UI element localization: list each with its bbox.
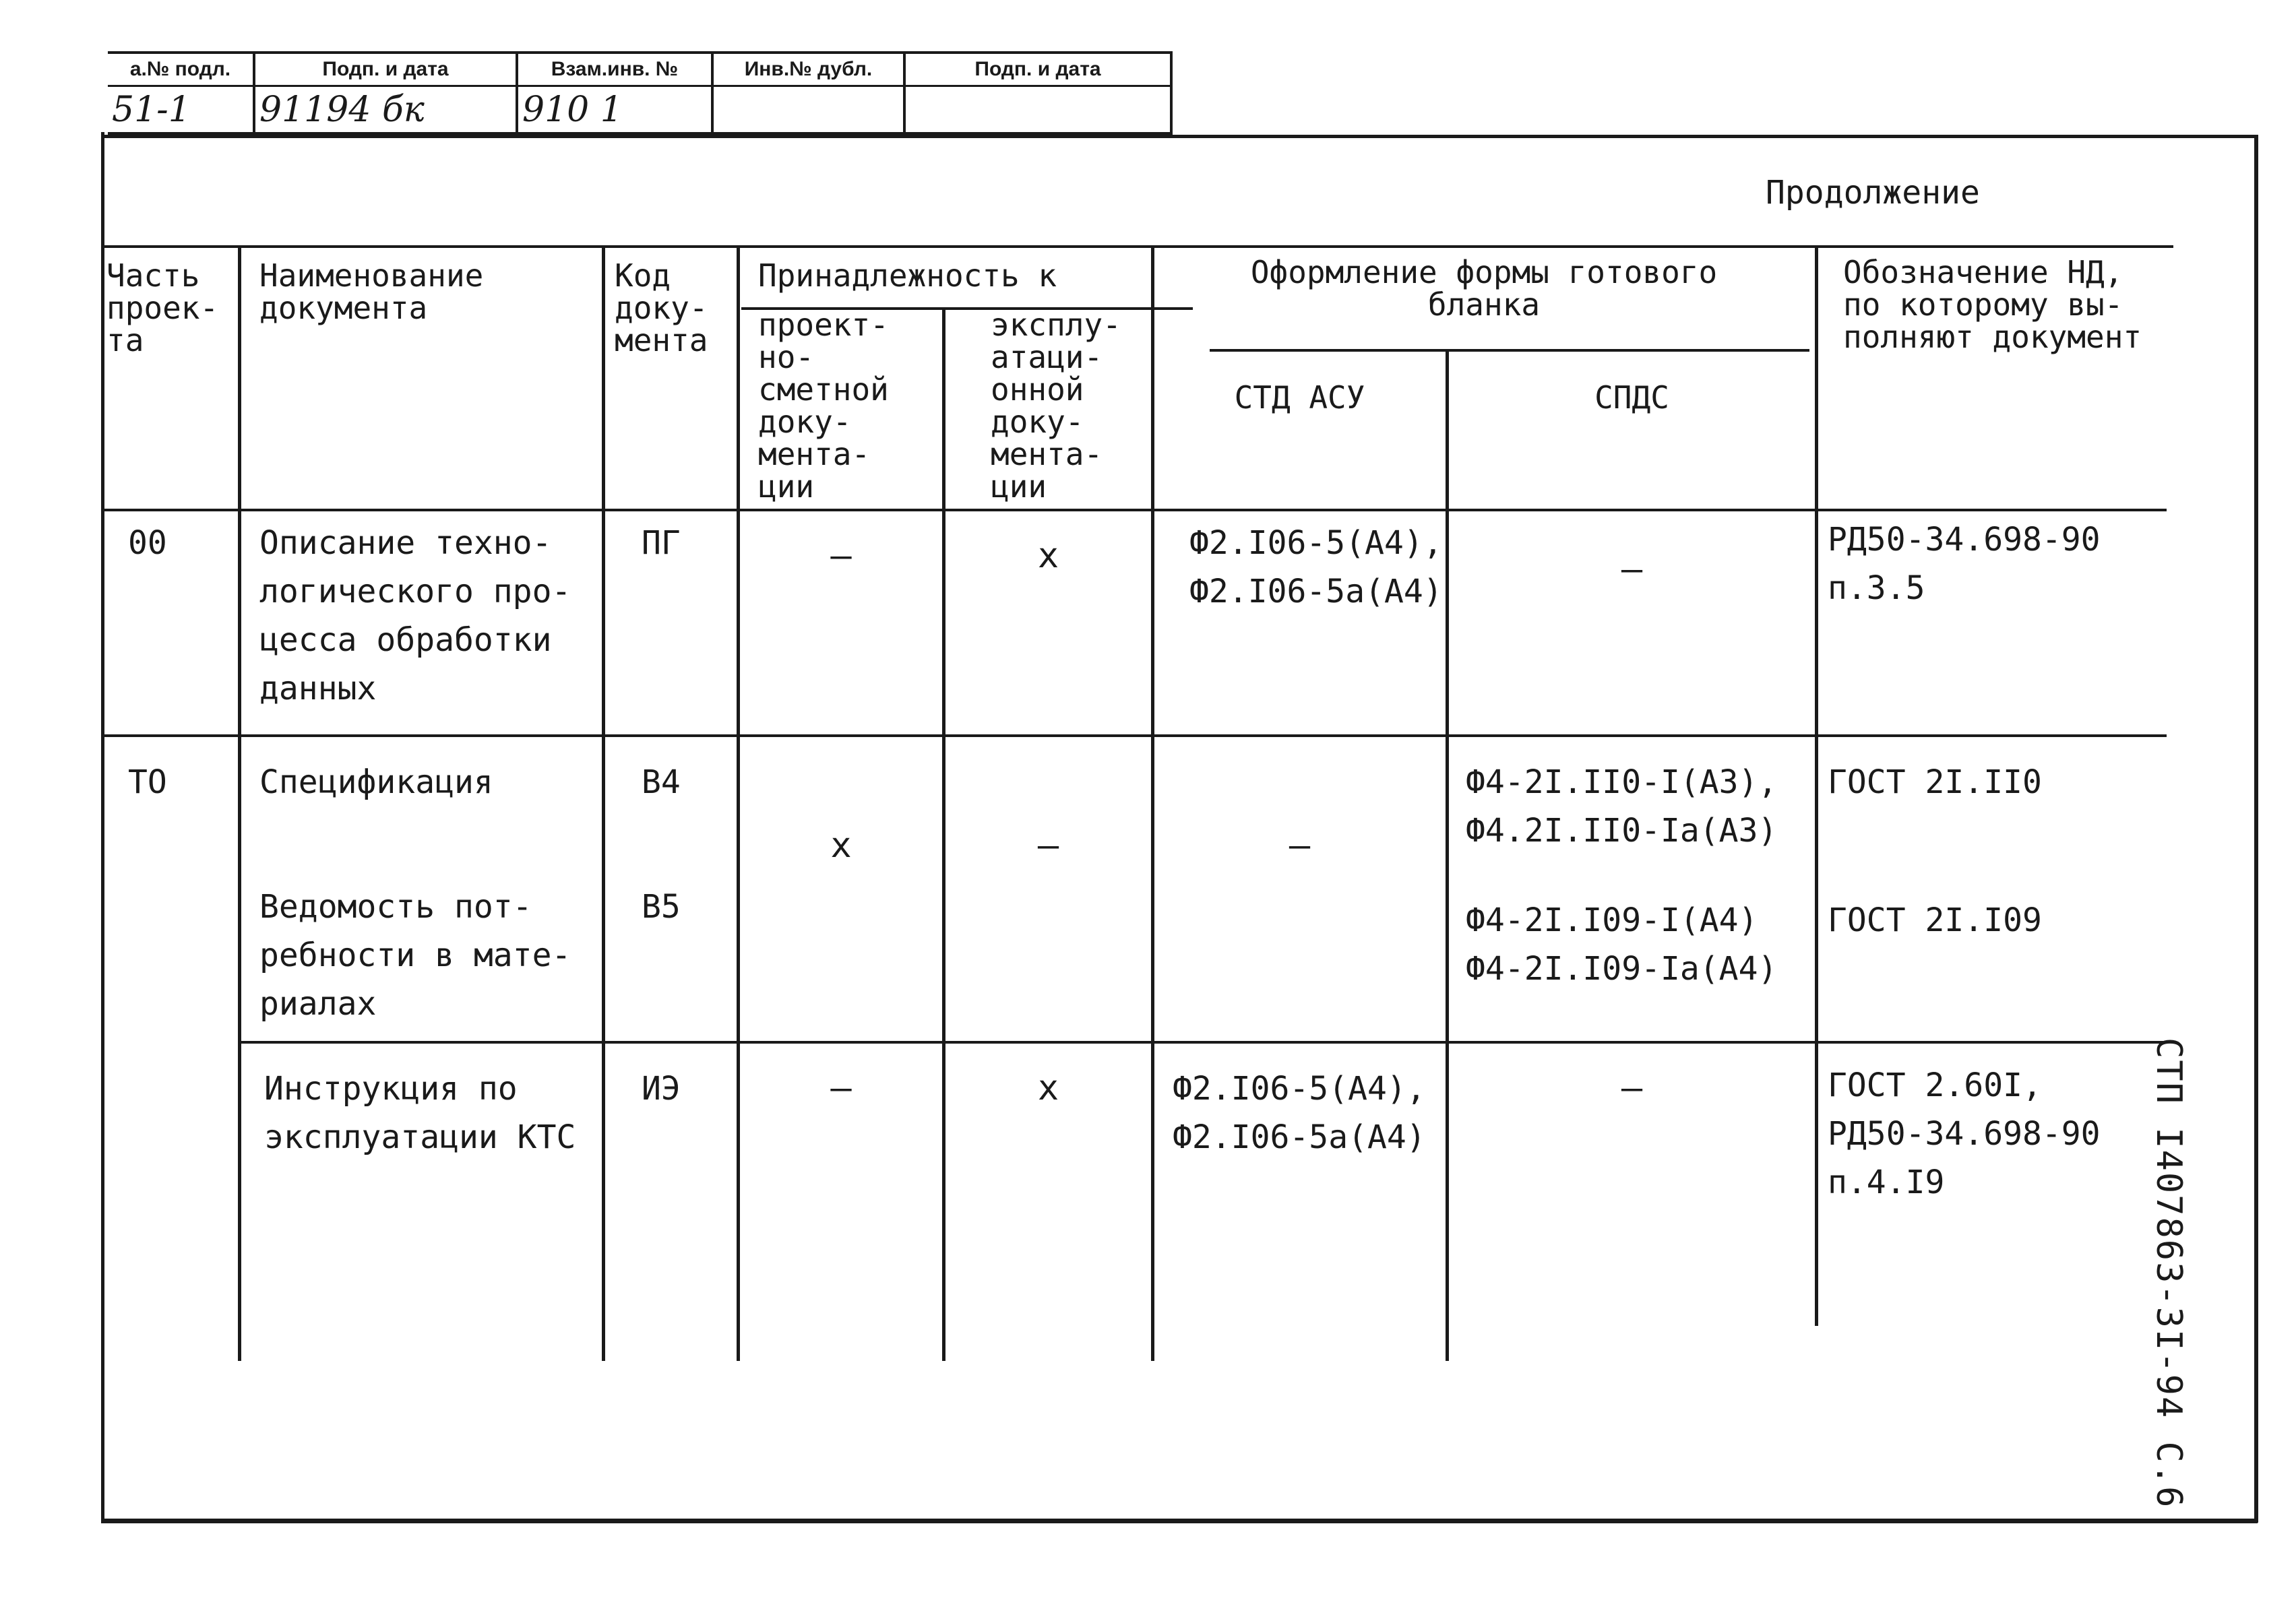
cell-std: Ф2.I06-5(А4), Ф2.I06-5а(А4) <box>1189 524 1443 610</box>
cell-part: ТО <box>128 763 167 801</box>
row-divider-1 <box>104 734 2167 737</box>
header-part: Часть проек- та <box>106 257 219 358</box>
col-divider-name <box>602 245 605 1361</box>
cell-name: Описание техно- логического про- цесса обработки данных <box>259 524 571 707</box>
cell-name: Спецификация <box>259 763 493 801</box>
stamp-header-signature-date-2: Подп. и дата <box>974 58 1101 80</box>
cell-design: х <box>830 825 852 866</box>
cell-nd: ГОСТ 2.60I, РД50-34.698-90 п.4.I9 <box>1828 1067 2101 1201</box>
cell-spds: Ф4-2I.I09-I(А4) Ф4-2I.I09-Iа(А4) <box>1466 901 1778 988</box>
stamp-header-original-number: а.№ подл. <box>129 58 231 80</box>
header-form-std: СТД АСУ <box>1234 379 1365 416</box>
cell-code: В4 <box>642 763 681 801</box>
cell-name: Ведомость пот- ребности в мате- риалах <box>259 888 571 1023</box>
cell-nd: РД50-34.698-90 п.3.5 <box>1828 521 2101 607</box>
stamp-value-duplicate-number <box>714 86 903 133</box>
cell-std: – <box>1289 825 1311 866</box>
cell-spds: – <box>1621 1068 1643 1108</box>
header-belonging: Принадлежность к <box>758 257 1057 294</box>
cell-operational: х <box>1037 536 1059 576</box>
stamp-header-signature-date: Подп. и дата <box>322 58 449 80</box>
header-belonging-operational: эксплу- атаци- онной доку- мента- ции <box>991 307 1121 505</box>
stamp-header-replacement-number: Взам.инв. № <box>551 58 679 80</box>
continuation-label: Продолжение <box>1766 174 1980 212</box>
document-code-vertical: СТП I407863-3I-94 С.6 <box>2148 1038 2189 1509</box>
header-bottom-border <box>104 509 2167 511</box>
header-form-spds: СПДС <box>1594 379 1669 416</box>
cell-spds: Ф4-2I.II0-I(А3), Ф4.2I.II0-Iа(А3) <box>1466 763 1778 850</box>
col-divider-std <box>1446 349 1449 1361</box>
col-divider-part <box>238 245 241 1361</box>
table-top-border <box>104 245 2173 248</box>
cell-code: ИЭ <box>642 1070 681 1108</box>
cell-name: Инструкция по эксплуатации КТС <box>264 1070 576 1156</box>
cell-nd: ГОСТ 2I.I09 <box>1828 901 2042 939</box>
cell-code: ПГ <box>642 524 681 562</box>
header-belonging-design: проект- но- сметной доку- мента- ции <box>758 307 889 505</box>
stamp-value-original-number: 51-1 <box>112 90 191 130</box>
cell-design: – <box>830 536 852 576</box>
cell-operational: – <box>1037 825 1059 866</box>
header-nd: Обозначение НД, по которому вы- полняют документ <box>1843 254 2142 355</box>
cell-std: Ф2.I06-5(А4), Ф2.I06-5а(А4) <box>1173 1070 1426 1156</box>
header-form: Оформление формы готового бланка <box>1250 254 1718 323</box>
cell-code: В5 <box>642 888 681 926</box>
col-divider-code <box>737 245 740 1361</box>
stamp-value-signature-date: 91194 бк <box>259 90 425 130</box>
cell-spds: – <box>1621 549 1643 590</box>
cell-operational: х <box>1037 1068 1059 1108</box>
col-divider-spds <box>1815 245 1818 1326</box>
cell-nd: ГОСТ 2I.II0 <box>1828 763 2042 801</box>
stamp-value-signature-date-2 <box>906 86 1170 133</box>
header-name: Наименование документа <box>259 257 484 326</box>
header-code: Код доку- мента <box>615 257 708 358</box>
stamp-value-replacement-number: 910 1 <box>522 90 623 130</box>
form-divider <box>1210 349 1809 352</box>
row-divider-2 <box>239 1041 2167 1044</box>
cell-part: 00 <box>128 524 167 562</box>
stamp-header-duplicate-number: Инв.№ дубл. <box>744 58 873 80</box>
cell-design: – <box>830 1068 852 1108</box>
